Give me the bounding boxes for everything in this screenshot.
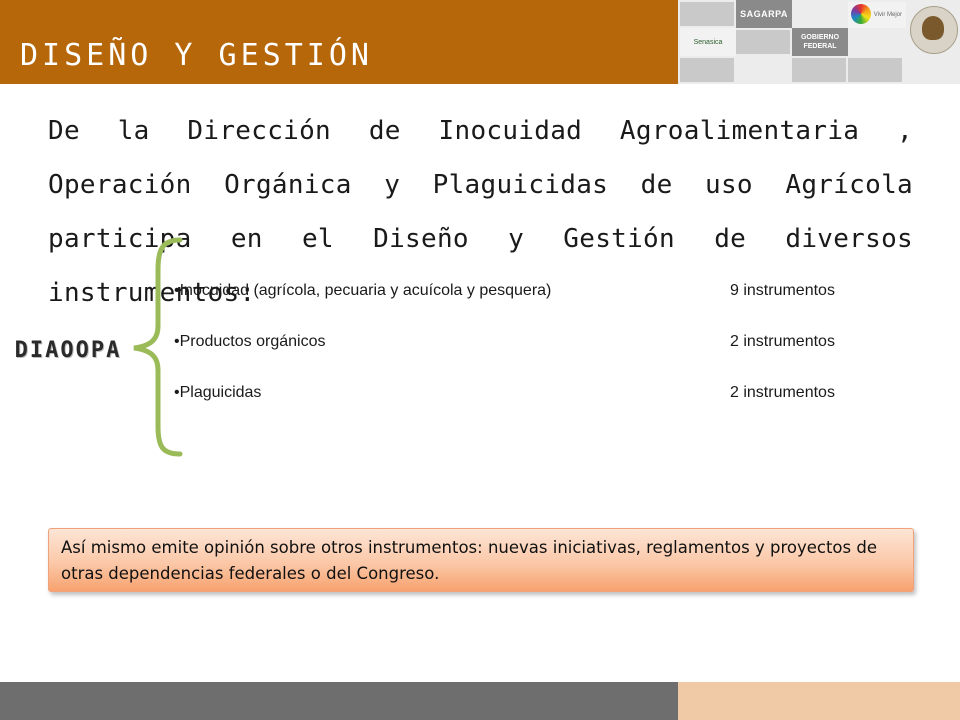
logo-tile bbox=[792, 58, 846, 82]
list-item bbox=[174, 384, 874, 408]
list-item bbox=[174, 282, 874, 306]
vivir-mejor-flower-icon bbox=[851, 4, 871, 24]
item-count: 2 instrumentos bbox=[730, 384, 835, 401]
logo-tile bbox=[680, 58, 734, 82]
item-count: 2 instrumentos bbox=[730, 333, 835, 350]
sagarpa-logo: SAGARPA bbox=[736, 0, 792, 28]
senasica-logo: Senasica bbox=[680, 28, 736, 56]
unit-label: DIAOOPA bbox=[14, 338, 122, 363]
item-label: •Inocuidad (agrícola, pecuaria y acuícola y pesquera) bbox=[174, 282, 552, 299]
list-item bbox=[174, 333, 874, 357]
logo-tile bbox=[680, 2, 734, 26]
gobierno-federal-logo: GOBIERNO FEDERAL bbox=[792, 28, 848, 56]
item-count: 9 instrumentos bbox=[730, 282, 835, 299]
item-label: •Plaguicidas bbox=[174, 384, 262, 401]
page-title: DISEÑO Y GESTIÓN bbox=[20, 38, 373, 73]
logo-tile bbox=[848, 58, 902, 82]
item-label: •Productos orgánicos bbox=[174, 333, 326, 350]
header-divider bbox=[0, 84, 678, 87]
intro-paragraph: De la Dirección de Inocuidad Agroalimentaria , Operación Orgánica y Plaguicidas de uso Agrícola participa en el Diseño y Gestión de diversos instrumentos: bbox=[48, 116, 913, 308]
logo-tile bbox=[736, 30, 790, 54]
footer-band-left bbox=[0, 682, 678, 720]
eagle-icon bbox=[922, 16, 944, 40]
footer-band-right bbox=[678, 682, 960, 720]
note-box: Así mismo emite opinión sobre otros instrumentos: nuevas iniciativas, reglamentos y proyectos de otras dependencias federales o del Congreso. bbox=[48, 528, 914, 592]
vivir-mejor-logo: Vivir Mejor bbox=[848, 2, 906, 28]
